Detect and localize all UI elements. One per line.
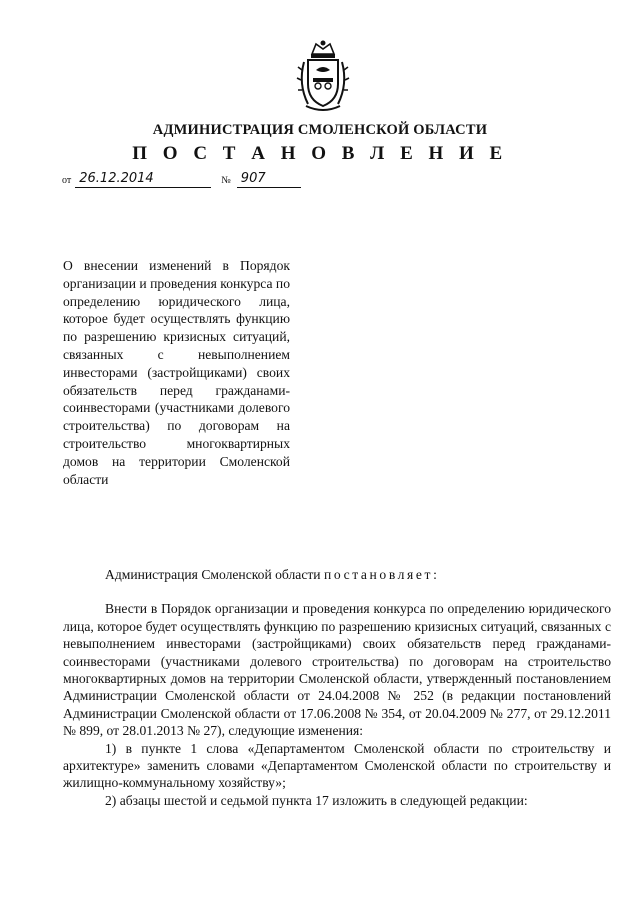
list-item-1: 1) в пункте 1 слова «Департаментом Смоленской области по строительству и архитектуре» заменить словами «Департаментом Смоленской области по строительству и жилищно-коммунальному хозяйству»; <box>63 740 611 791</box>
document-body <box>63 566 611 809</box>
document-subject <box>63 257 290 488</box>
document-type-title: П О С Т А Н О В Л Е Н И Е <box>132 143 508 164</box>
date-number-line <box>62 171 301 188</box>
number-label: № <box>221 175 231 186</box>
decree-line <box>63 566 611 583</box>
organization-title: АДМИНИСТРАЦИЯ СМОЛЕНСКОЙ ОБЛАСТИ <box>152 122 488 138</box>
date-value: 26.12.2014 <box>75 171 211 188</box>
list-item-2: 2) абзацы шестой и седьмой пункта 17 изложить в следующей редакции: <box>105 792 528 808</box>
main-paragraph: Внести в Порядок организации и проведения конкурса по определению юридического лица, которое будет осуществлять функцию по разрешению кризисных ситуаций, связанных с невыполнением инвесторами (застройщиками) своих обязательств перед гражданами-соинвесторами (участниками долевого строительства) по договорам на строительство многоквартирных домов на территории Смоленской области, утвержденный постановлением Администрации Смоленской области от 24.04.2008 № 252 (в редакции постановлений Администрации Смоленской области от 17.06.2008 № 354, от 20.04.2009 № 277, от 29.12.2011 № 899, от 28.01.2013 № 27), следующие изменения: <box>63 601 611 739</box>
decree-word: постановляет: <box>323 567 440 582</box>
date-label: от <box>62 175 72 186</box>
number-value: 907 <box>237 171 301 188</box>
coat-of-arms-icon <box>294 38 352 114</box>
decree-prefix: Администрация Смоленской области <box>105 567 324 582</box>
subject-text: О внесении изменений в Порядок организации и проведения конкурса по определению юридического лица, которое будет осуществлять функцию по разрешению кризисных ситуаций, связанных с невыполнением инвесторами (застройщиками) своих обязательств перед гражданами-соинвесторами (участниками долевого строительства) по договорам на строительство многоквартирных домов на территории Смоленской области <box>63 258 290 487</box>
